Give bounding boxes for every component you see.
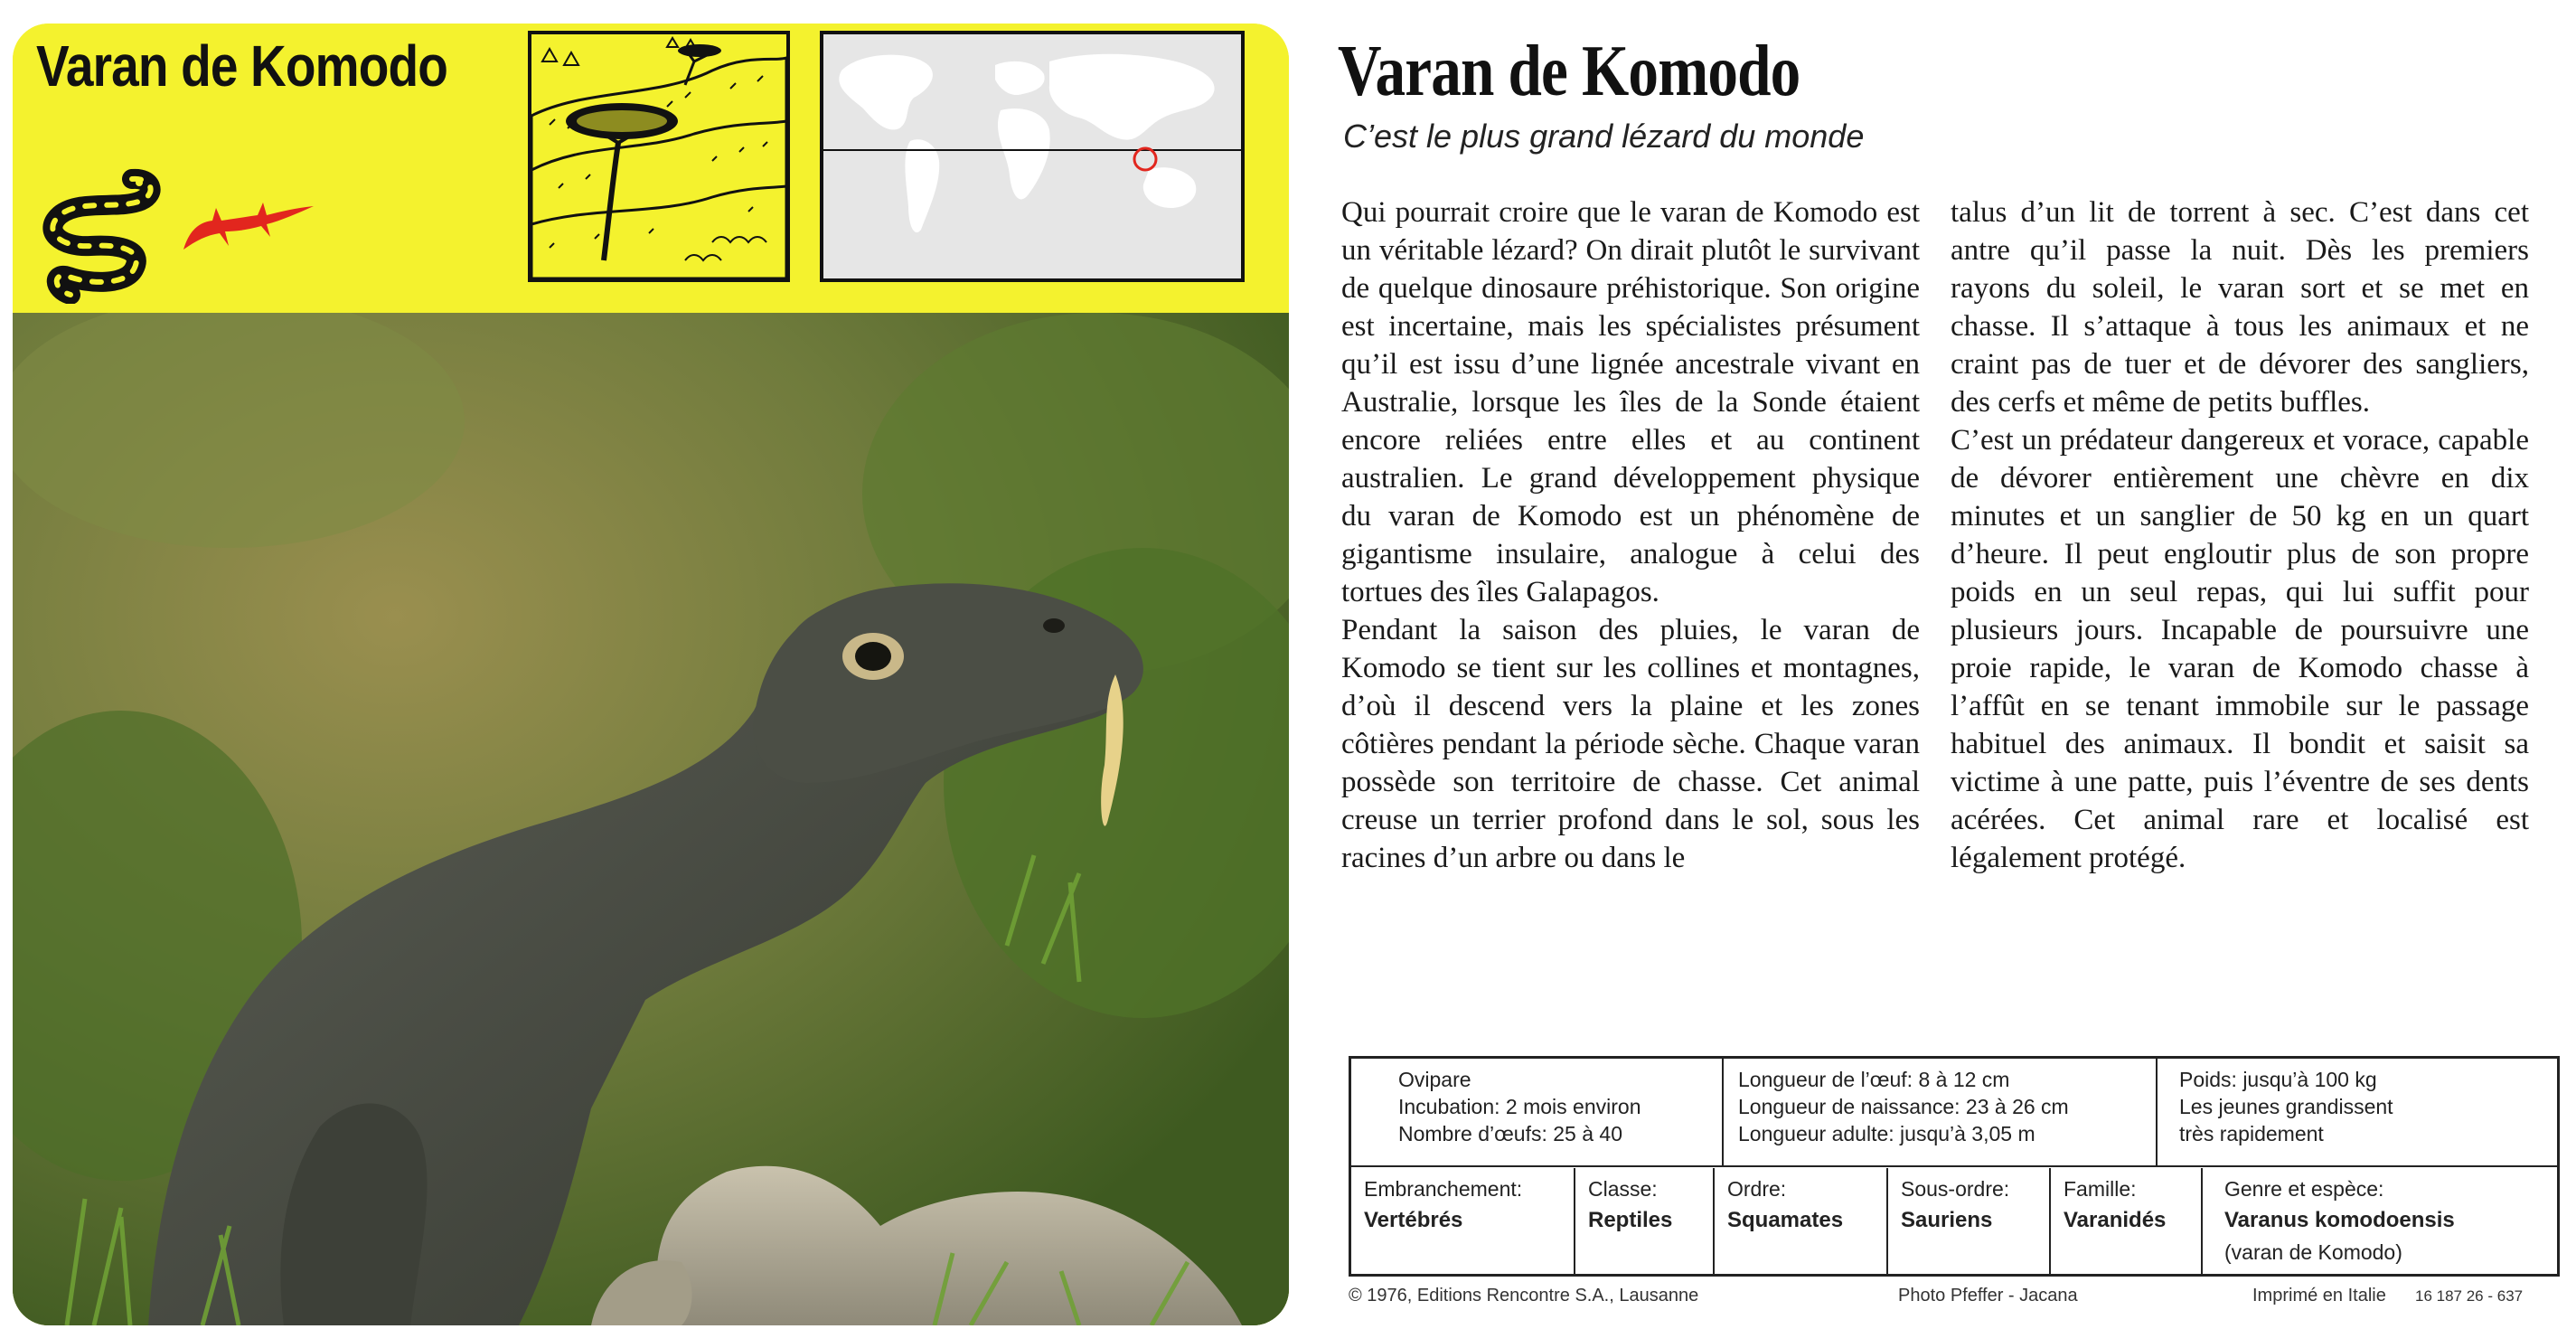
savanna-habitat-icon: [531, 34, 786, 278]
taxonomy-family: [2051, 1168, 2203, 1276]
photo-credit: Photo Pfeffer - Jacana: [1898, 1286, 2078, 1305]
page-title: Varan de Komodo: [1338, 32, 1800, 111]
distribution-map: [820, 31, 1245, 282]
lizard-icon: [180, 195, 315, 259]
taxonomy-label: Sous-ordre:: [1901, 1177, 2010, 1201]
body-column-left: [1341, 193, 1920, 877]
page-subtitle: C’est le plus grand lézard du monde: [1343, 118, 1865, 155]
taxonomy-label: Embranchement:: [1364, 1177, 1523, 1201]
taxonomy-suborder: [1888, 1168, 2051, 1276]
fact-line: Longueur de naissance: 23 à 26 cm: [1738, 1095, 2069, 1118]
taxonomy-value: Reptiles: [1588, 1208, 1673, 1232]
world-map-icon: [823, 34, 1241, 278]
fact-line: Poids: jusqu’à 100 kg: [2179, 1068, 2377, 1091]
paragraph: talus d’un lit de torrent à sec. C’est dans cet antre qu’il passe la nuit. Dès les premiers rayons du soleil, le varan sort et se met en chasse. Il s’attaque à tous les animaux et ne craint pas de tuer et de dévorer des sangliers, des cerfs et même de petits buffles.: [1951, 196, 2529, 419]
fact-line: Nombre d’œufs: 25 à 40: [1398, 1122, 1623, 1145]
taxonomy-class: [1575, 1168, 1715, 1276]
taxonomy-value: Sauriens: [1901, 1208, 1993, 1232]
header-band: [13, 24, 1289, 313]
taxonomy-species: [2203, 1168, 2557, 1276]
paragraph: Pendant la saison des pluies, le varan de Komodo se tient sur les collines et montagnes, d’où il descend vers la plaine et les zones côtières pendant la période sèche. Chaque varan possède son territoire de chasse. Cet animal creuse un terrier profond dans le sol, sous les racines d’un arbre ou dans le: [1341, 614, 1920, 874]
fact-line: Incubation: 2 mois environ: [1398, 1095, 1641, 1118]
fact-line: très rapidement: [2179, 1122, 2324, 1145]
reproduction-facts: [1398, 1059, 1742, 1165]
habitat-illustration: [528, 31, 790, 282]
taxonomy-common-name: (varan de Komodo): [2224, 1240, 2402, 1264]
taxonomy-value: Varanus komodoensis: [2224, 1208, 2455, 1232]
card-code: 16 187 26 - 637: [2415, 1287, 2524, 1305]
left-card: [13, 24, 1289, 1325]
taxonomy-label: Famille:: [2064, 1177, 2137, 1201]
copyright-text: © 1976, Editions Rencontre S.A., Lausanne: [1349, 1286, 1699, 1305]
taxonomy-label: Ordre:: [1727, 1177, 1787, 1201]
taxonomy-row: [1351, 1168, 2557, 1276]
body-column-right: [1951, 193, 2529, 877]
taxonomy-value: Varanidés: [2064, 1208, 2167, 1232]
taxonomy-label: Classe:: [1588, 1177, 1658, 1201]
right-card: [1307, 24, 2568, 1325]
fact-line: Les jeunes grandissent: [2179, 1095, 2393, 1118]
komodo-dragon-image: [13, 313, 1289, 1325]
card-title: Varan de Komodo: [36, 33, 448, 99]
taxonomy-value: Squamates: [1727, 1208, 1844, 1232]
snake-icon: [25, 159, 170, 304]
fact-line: Longueur adulte: jusqu’à 3,05 m: [1738, 1122, 2035, 1145]
taxonomy-order: [1715, 1168, 1888, 1276]
fact-line: Longueur de l’œuf: 8 à 12 cm: [1738, 1068, 2010, 1091]
paragraph: Qui pourrait croire que le varan de Komodo est un véritable lézard? On dirait plutôt le survivant de quelque dinosaure préhistorique. Son origine est incertaine, mais les spécialistes présument qu’il est issu d’une lignée ancestrale vivant en Australie, lorsque les îles de la Sonde étaient encore reliées entre elles et au continent australien. Le grand développement physique du varan de Komodo est un phénomène de gigantisme insulaire, analogue à celui des tortues des îles Galapagos.: [1341, 196, 1920, 608]
facts-row: [1351, 1059, 2557, 1167]
taxonomy-value: Vertébrés: [1364, 1208, 1463, 1232]
komodo-photo: [13, 313, 1289, 1325]
paragraph: C’est un prédateur dangereux et vorace, capable de dévorer entièrement une chèvre en dix minutes et un sanglier de 50 kg en un quart d’heure. Il peut engloutir plus de son propre poids en un seul repas, qui lui suffit pour plusieurs jours. Incapable de poursuivre une proie rapide, le varan de Komodo chasse à l’affût en se tenant immobile sur le passage habituel des animaux. Il bondit et saisit sa victime à une patte, puis l’éventre de ses dents acérées. Cet animal rare et localisé est légalement protégé.: [1951, 424, 2529, 874]
weight-facts: [2156, 1059, 2559, 1165]
footer: [1349, 1286, 2560, 1313]
taxonomy-label: Genre et espèce:: [2224, 1177, 2384, 1201]
printed-in: Imprimé en Italie: [2252, 1286, 2386, 1305]
fact-line: Ovipare: [1398, 1068, 1471, 1091]
size-facts: [1722, 1059, 2129, 1165]
facts-table: [1349, 1056, 2560, 1277]
taxonomy-phylum: [1351, 1168, 1575, 1276]
